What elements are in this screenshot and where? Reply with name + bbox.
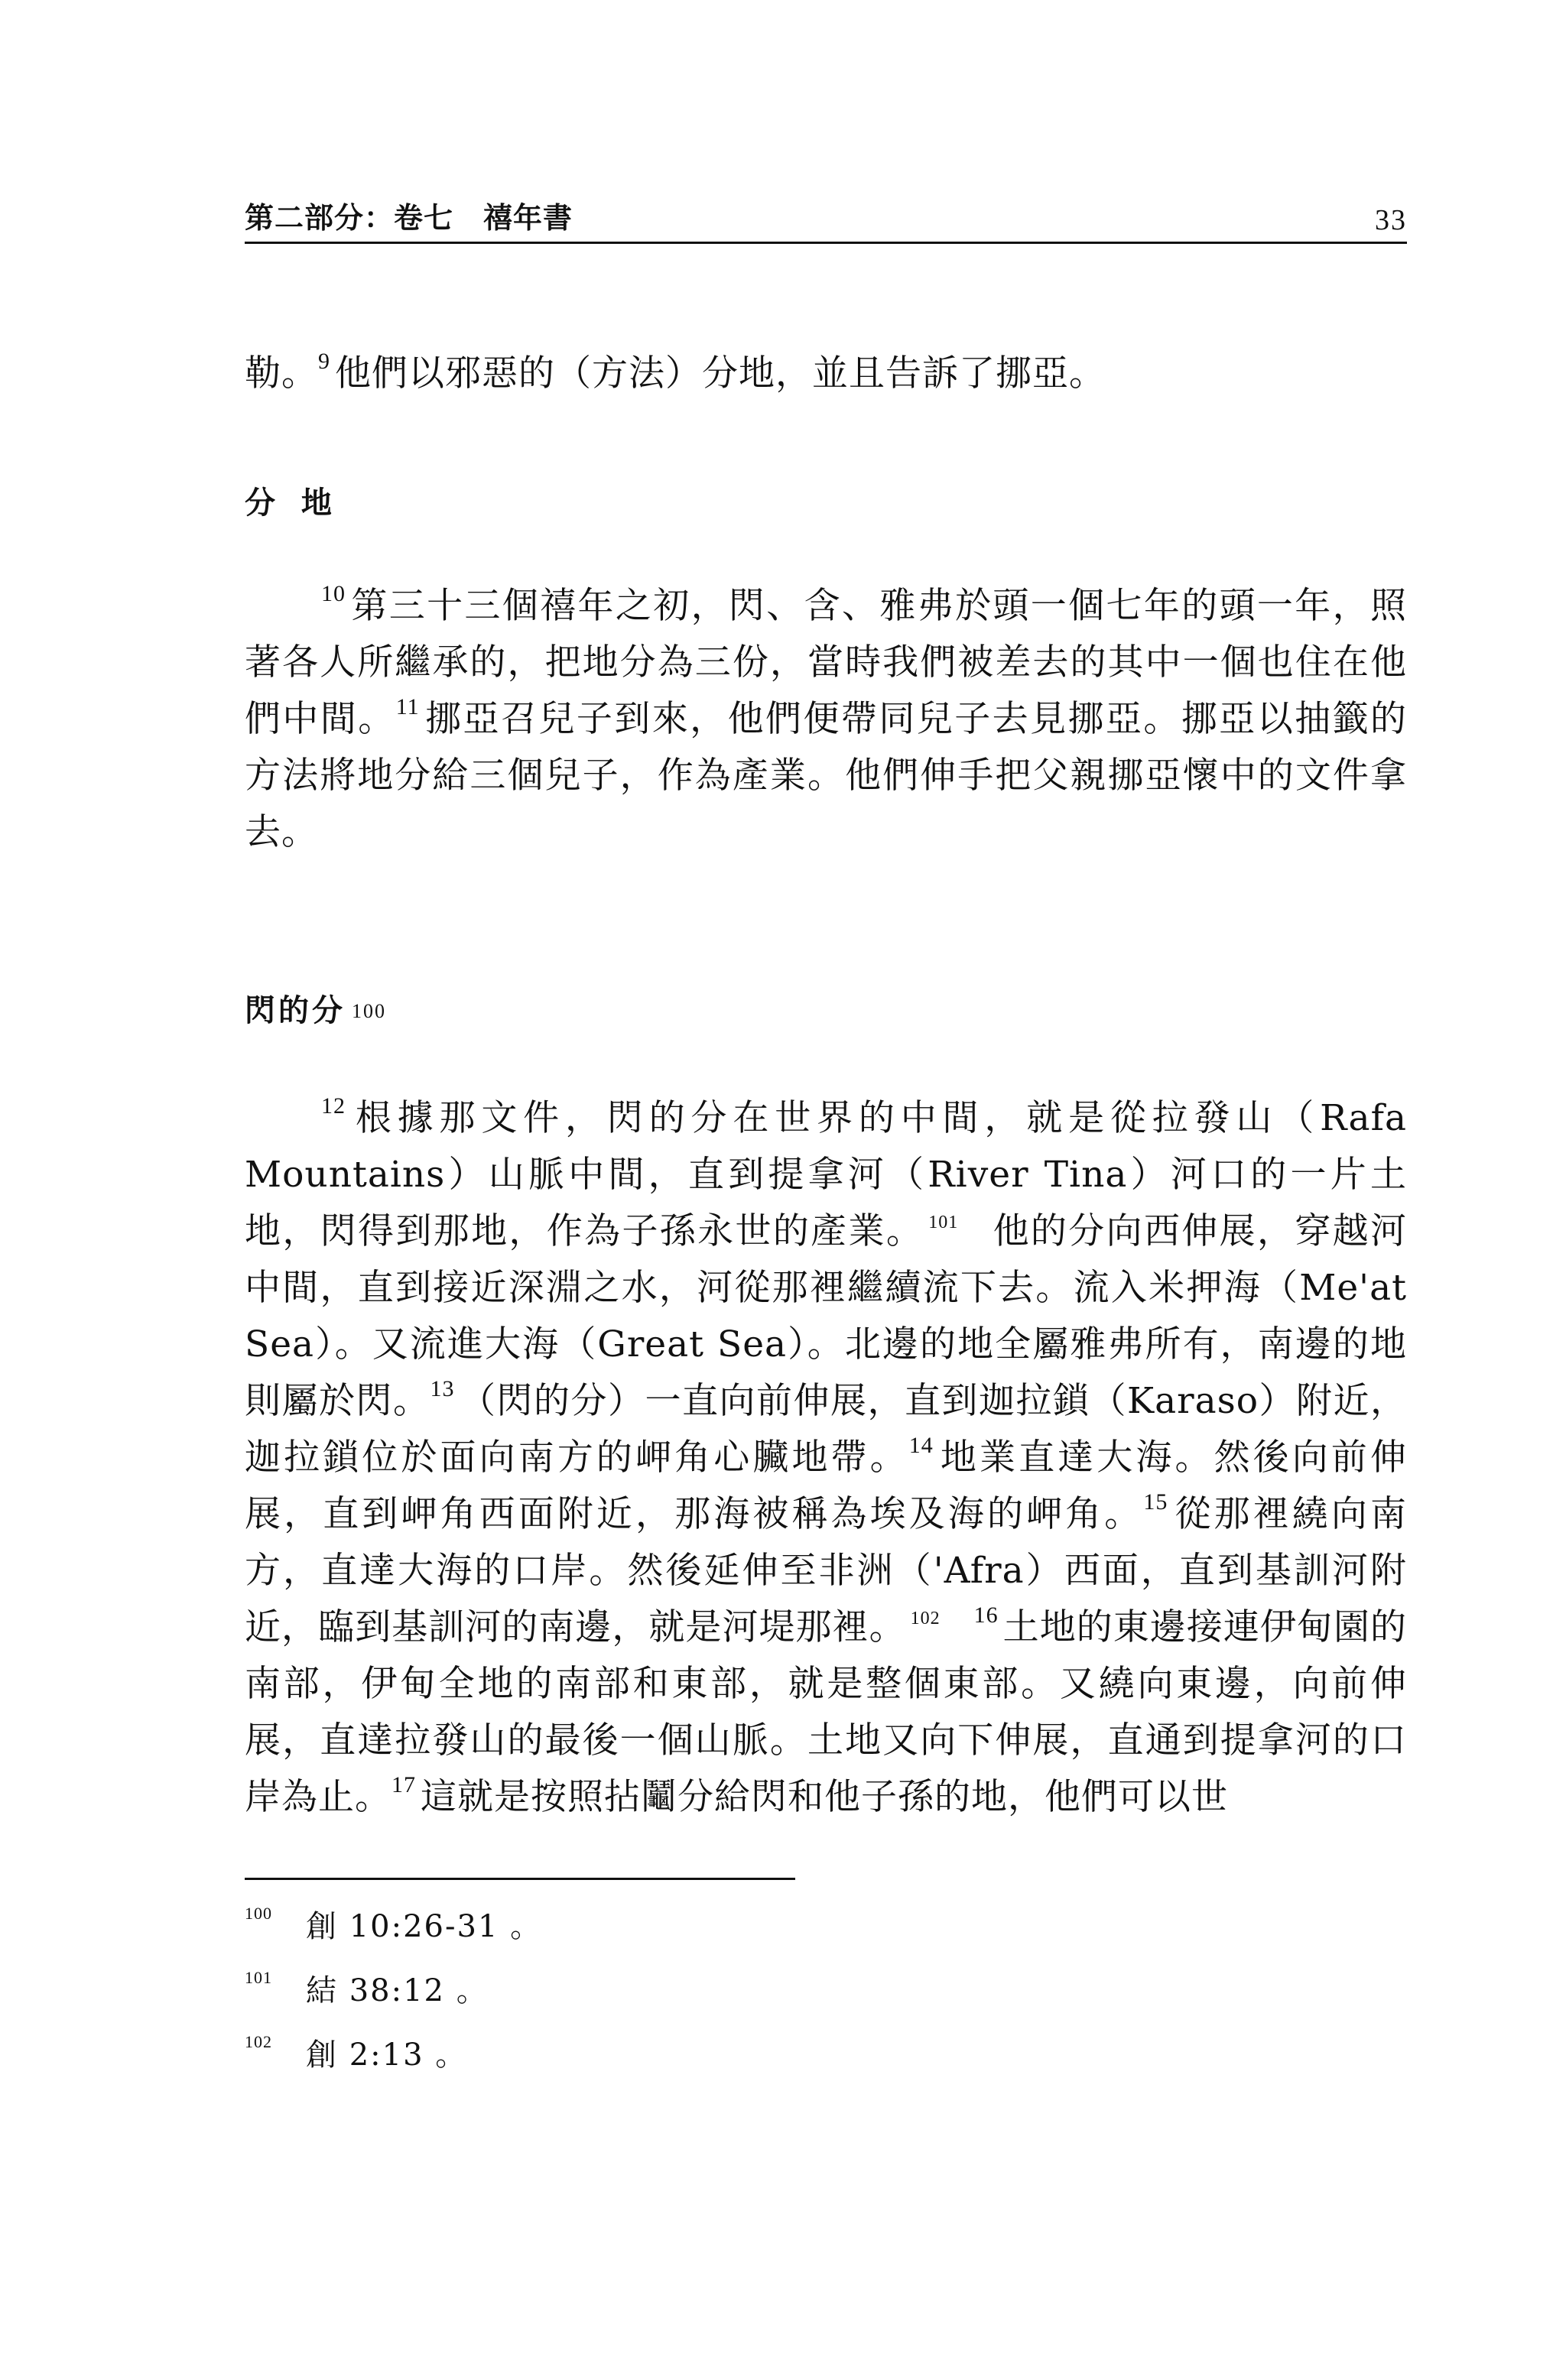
footnote-ref-100: 100 (352, 1000, 386, 1022)
footnote-number: 100 (245, 1904, 272, 1923)
footnote-number: 102 (245, 2032, 272, 2051)
section-heading-division: 分 地 (245, 485, 340, 521)
verse-number-14: 14 (908, 1433, 934, 1458)
section-heading-shem-label: 閃的分 (245, 993, 346, 1028)
verse-9-text: 他們以邪惡的（方法）分地，並且告訴了挪亞。 (335, 352, 1106, 395)
footnote-text: 創 2:13 。 (306, 2037, 468, 2073)
verse-11-text: 挪亞召兒子到來，他們便帶同兒子去見挪亞。挪亞以抽籤的方法將地分給三個兒子，作為產業。他們伸手把父親挪亞懷中的文件拿去。 (245, 698, 1408, 853)
verse-10-text: 第三十三個禧年之初，閃、含、雅弗於頭一個七年的頭一年，照著各人所繼承的，把地分為三份，當時我們被差去的其中一個也住在他們中間。 (245, 585, 1407, 740)
footnote-number: 101 (245, 1968, 272, 1987)
paragraph-verses-12-17 (245, 1090, 1407, 1826)
verse-13-text: （閃的分）一直向前伸展，直到迦拉鎖（Karaso）附近，迦拉鎖位於面向南方的岬角心臟地帶。 (245, 1380, 1407, 1479)
verse-15-text: 從那裡繞向南方，直達大海的口岸。然後延伸至非洲（'Afra）西面，直到基訓河附近，臨到基訓河的南邊，就是河堤那裡。 (245, 1493, 1408, 1648)
footnote-ref-101: 101 (928, 1213, 959, 1232)
verse-number-9: 9 (318, 349, 330, 374)
footnote-divider (245, 1878, 795, 1880)
opening-text-start: 勒。 (245, 352, 318, 395)
footnote-101 (245, 1966, 933, 2008)
verse-17-text: 這就是按照拈鬮分給閃和他子孫的地，他們可以世 (421, 1776, 1228, 1818)
verse-number-13: 13 (430, 1376, 455, 1401)
verse-number-12: 12 (321, 1093, 346, 1119)
verse-number-11: 11 (395, 694, 420, 719)
verse-number-17: 17 (392, 1772, 416, 1797)
opening-paragraph (245, 346, 1407, 402)
verse-number-15: 15 (1143, 1489, 1168, 1515)
paragraph-verses-10-11 (245, 578, 1407, 861)
verse-14-text: 地業直達大海。然後向前伸展，直到岬角西面附近，那海被稱為埃及海的岬角。 (245, 1437, 1408, 1535)
verse-16-text: 土地的東邊接連伊甸園的南部，伊甸全地的南部和東部，就是整個東部。又繞向東邊，向前伸展，直達拉發山的最後一個山脈。土地又向下伸展，直通到提拿河的口岸為止。 (245, 1606, 1408, 1818)
footnote-100 (245, 1902, 933, 1944)
footnote-ref-102: 102 (910, 1609, 941, 1628)
running-title: 第二部分：卷七 禧年書 (245, 201, 573, 235)
footnote-102 (245, 2031, 933, 2073)
footnote-text: 結 38:12 。 (306, 1973, 489, 2008)
footnote-text: 創 10:26-31 。 (306, 1909, 543, 1944)
section-heading-shem (245, 986, 386, 1030)
verse-12-text: 根據那文件，閃的分在世界的中間，就是從拉發山（Rafa Mountains）山脈中間，直到提拿河（River Tina）河口的一片土地，閃得到那地，作為子孫永世的產業。 (245, 1097, 1407, 1252)
verse-number-10: 10 (321, 581, 346, 606)
verse-12-text-cont: 他的分向西伸展，穿越河中間，直到接近深淵之水，河從那裡繼續流下去。流入米押海（Me'at Sea）。又流進大海（Great Sea）。北邊的地全屬雅弗所有，南邊的地則屬於閃。 (245, 1210, 1408, 1422)
page-number: 33 (1375, 204, 1407, 236)
running-header (245, 191, 1407, 244)
verse-number-16: 16 (973, 1602, 999, 1628)
